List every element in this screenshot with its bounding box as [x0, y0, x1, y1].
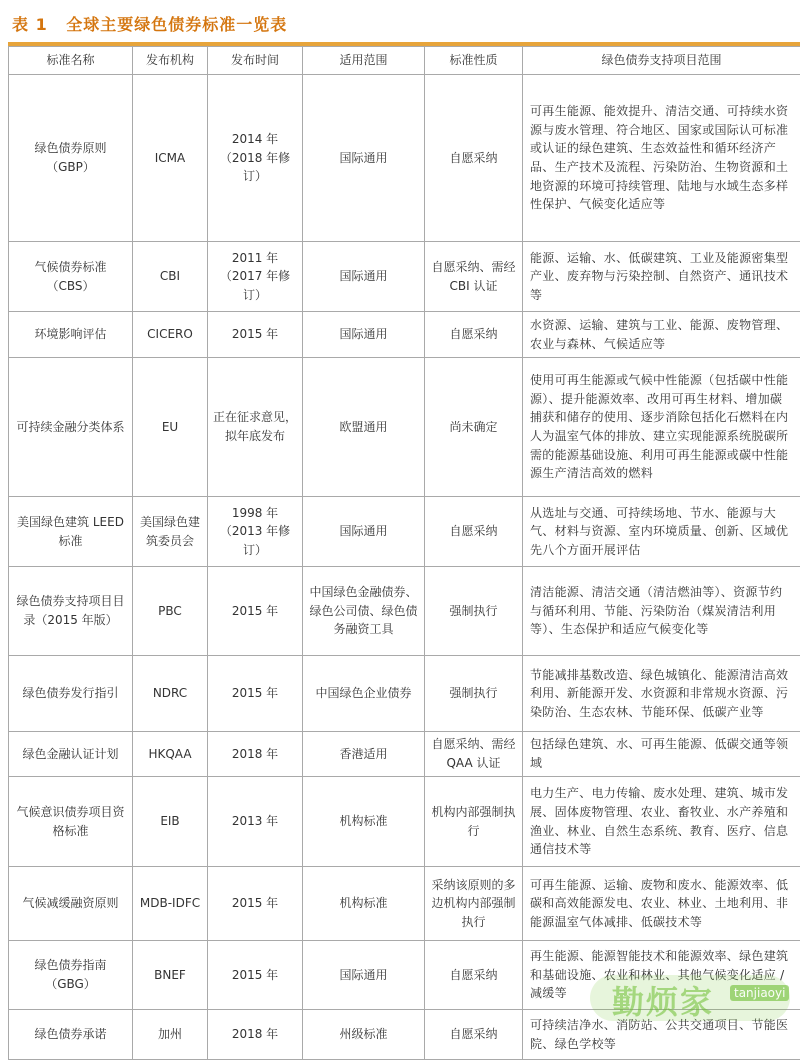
cell-name: 美国绿色建筑 LEED 标准 — [9, 497, 133, 567]
table-row — [9, 358, 800, 497]
table-row — [9, 656, 800, 732]
cell-scope: 可再生能源、运输、废物和废水、能源效率、低碳和高效能源发电、农业、林业、土地利用、非能源温室气体减排、低碳技术等 — [523, 867, 800, 941]
table-number: 表 1 — [12, 15, 48, 34]
cell-time: 正在征求意见，拟年底发布 — [208, 358, 303, 497]
cell-name: 绿色金融认证计划 — [9, 732, 133, 777]
table-header — [9, 47, 800, 75]
cell-org: PBC — [133, 567, 208, 656]
cell-org: CICERO — [133, 312, 208, 358]
cell-scope: 清洁能源、清洁交通（清洁燃油等）、资源节约与循环利用、节能、污染防治（煤炭清洁利用等）、生态保护和适应气候变化等 — [523, 567, 800, 656]
table-title — [12, 12, 287, 35]
cell-name: 绿色债券支持项目目录（2015 年版） — [9, 567, 133, 656]
cell-name: 气候减缓融资原则 — [9, 867, 133, 941]
cell-nature: 自愿采纳 — [425, 941, 523, 1010]
cell-time: 2013 年 — [208, 777, 303, 867]
cell-range: 国际通用 — [303, 312, 425, 358]
cell-name: 绿色债券承诺 — [9, 1010, 133, 1060]
cell-scope: 包括绿色建筑、水、可再生能源、低碳交通等领域 — [523, 732, 800, 777]
cell-time: 2018 年 — [208, 1010, 303, 1060]
cell-org: CBI — [133, 242, 208, 312]
cell-scope: 使用可再生能源或气候中性能源（包括碳中性能源）、提升能源效率、改用可再生材料、增加碳捕获和储存的使用、逐步消除包括化石燃料在内人为温室气体的排放、建立实现能源系统脱碳所需的能源基础设施、利用可再生能源或碳中性能源生产清洁高效的燃料 — [523, 358, 800, 497]
cell-time: 2015 年 — [208, 867, 303, 941]
cell-org: ICMA — [133, 75, 208, 242]
standards-table — [8, 46, 800, 1060]
cell-range: 香港适用 — [303, 732, 425, 777]
header-scope: 绿色债券支持项目范围 — [523, 47, 800, 75]
cell-scope: 水资源、运输、建筑与工业、能源、废物管理、农业与森林、气候适应等 — [523, 312, 800, 358]
cell-scope: 从选址与交通、可持续场地、节水、能源与大气、材料与资源、室内环境质量、创新、区域优先八个方面开展评估 — [523, 497, 800, 567]
cell-org: EIB — [133, 777, 208, 867]
cell-time: 1998 年 （2013 年修订） — [208, 497, 303, 567]
cell-name: 环境影响评估 — [9, 312, 133, 358]
header-time: 发布时间 — [208, 47, 303, 75]
cell-range: 国际通用 — [303, 75, 425, 242]
cell-scope: 节能减排基数改造、绿色城镇化、能源清洁高效利用、新能源开发、水资源和非常规水资源、污染防治、生态农林、节能环保、低碳产业等 — [523, 656, 800, 732]
cell-org: 美国绿色建筑委员会 — [133, 497, 208, 567]
cell-nature: 自愿采纳 — [425, 75, 523, 242]
cell-nature: 强制执行 — [425, 656, 523, 732]
cell-scope: 电力生产、电力传输、废水处理、建筑、城市发展、固体废物管理、农业、畜牧业、水产养殖和渔业、林业、自然生态系统、教育、医疗、信息通信技术等 — [523, 777, 800, 867]
cell-range: 机构标准 — [303, 777, 425, 867]
table-row — [9, 75, 800, 242]
table-row — [9, 777, 800, 867]
table-row — [9, 242, 800, 312]
header-org: 发布机构 — [133, 47, 208, 75]
cell-org: NDRC — [133, 656, 208, 732]
cell-name: 气候债券标准 （CBS） — [9, 242, 133, 312]
cell-name: 可持续金融分类体系 — [9, 358, 133, 497]
header-row — [9, 47, 800, 75]
cell-name: 绿色债券指南 （GBG） — [9, 941, 133, 1010]
table-body — [9, 75, 800, 1060]
cell-time: 2018 年 — [208, 732, 303, 777]
cell-nature: 采纳该原则的多边机构内部强制执行 — [425, 867, 523, 941]
cell-time: 2014 年 （2018 年修订） — [208, 75, 303, 242]
cell-scope: 可再生能源、能效提升、清洁交通、可持续水资源与废水管理、符合地区、国家或国际认可标准或认证的绿色建筑、生态效益性和循环经济产品、生产技术及流程、污染防治、生物资源和土地资源的环境可持续管理、陆地与水域生态多样性保护、气候变化适应等 — [523, 75, 800, 242]
cell-time: 2015 年 — [208, 567, 303, 656]
cell-scope: 再生能源、能源智能技术和能源效率、绿色建筑和基础设施、农业和林业、其他气候变化适应 / 减缓等 — [523, 941, 800, 1010]
watermark-domain: tanjiaoyi — [730, 985, 789, 1001]
cell-name: 绿色债券原则 （GBP） — [9, 75, 133, 242]
cell-range: 国际通用 — [303, 941, 425, 1010]
cell-range: 州级标准 — [303, 1010, 425, 1060]
cell-name: 气候意识债券项目资格标准 — [9, 777, 133, 867]
cell-org: BNEF — [133, 941, 208, 1010]
watermark-logo — [590, 975, 800, 1025]
table-row — [9, 867, 800, 941]
cell-time: 2015 年 — [208, 312, 303, 358]
cell-org: 加州 — [133, 1010, 208, 1060]
cell-org: HKQAA — [133, 732, 208, 777]
cell-scope: 可持续洁净水、消防站、公共交通项目、节能医院、绿色学校等 — [523, 1010, 800, 1060]
table-row — [9, 732, 800, 777]
header-nature: 标准性质 — [425, 47, 523, 75]
table-row — [9, 312, 800, 358]
table-title-text: 全球主要绿色债券标准一览表 — [66, 15, 287, 34]
cell-range: 国际通用 — [303, 497, 425, 567]
header-name: 标准名称 — [9, 47, 133, 75]
cell-range: 机构标准 — [303, 867, 425, 941]
cell-time: 2011 年 （2017 年修订） — [208, 242, 303, 312]
cell-nature: 机构内部强制执行 — [425, 777, 523, 867]
cell-name: 绿色债券发行指引 — [9, 656, 133, 732]
cell-time: 2015 年 — [208, 941, 303, 1010]
cell-nature: 自愿采纳 — [425, 497, 523, 567]
cell-nature: 强制执行 — [425, 567, 523, 656]
cell-nature: 尚未确定 — [425, 358, 523, 497]
cell-range: 中国绿色金融债券、绿色公司债、绿色债务融资工具 — [303, 567, 425, 656]
cell-org: MDB-IDFC — [133, 867, 208, 941]
title-bar — [0, 0, 800, 42]
watermark-text: 勤烦家 — [612, 977, 714, 1023]
cell-org: EU — [133, 358, 208, 497]
cell-nature: 自愿采纳、需经 CBI 认证 — [425, 242, 523, 312]
cell-nature: 自愿采纳 — [425, 312, 523, 358]
cell-range: 中国绿色企业债券 — [303, 656, 425, 732]
cell-range: 欧盟通用 — [303, 358, 425, 497]
cell-scope: 能源、运输、水、低碳建筑、工业及能源密集型产业、废弃物与污染控制、自然资产、通讯技术等 — [523, 242, 800, 312]
table-row — [9, 497, 800, 567]
cell-nature: 自愿采纳、需经 QAA 认证 — [425, 732, 523, 777]
cell-time: 2015 年 — [208, 656, 303, 732]
cell-nature: 自愿采纳 — [425, 1010, 523, 1060]
table-row — [9, 567, 800, 656]
header-range: 适用范围 — [303, 47, 425, 75]
cell-range: 国际通用 — [303, 242, 425, 312]
